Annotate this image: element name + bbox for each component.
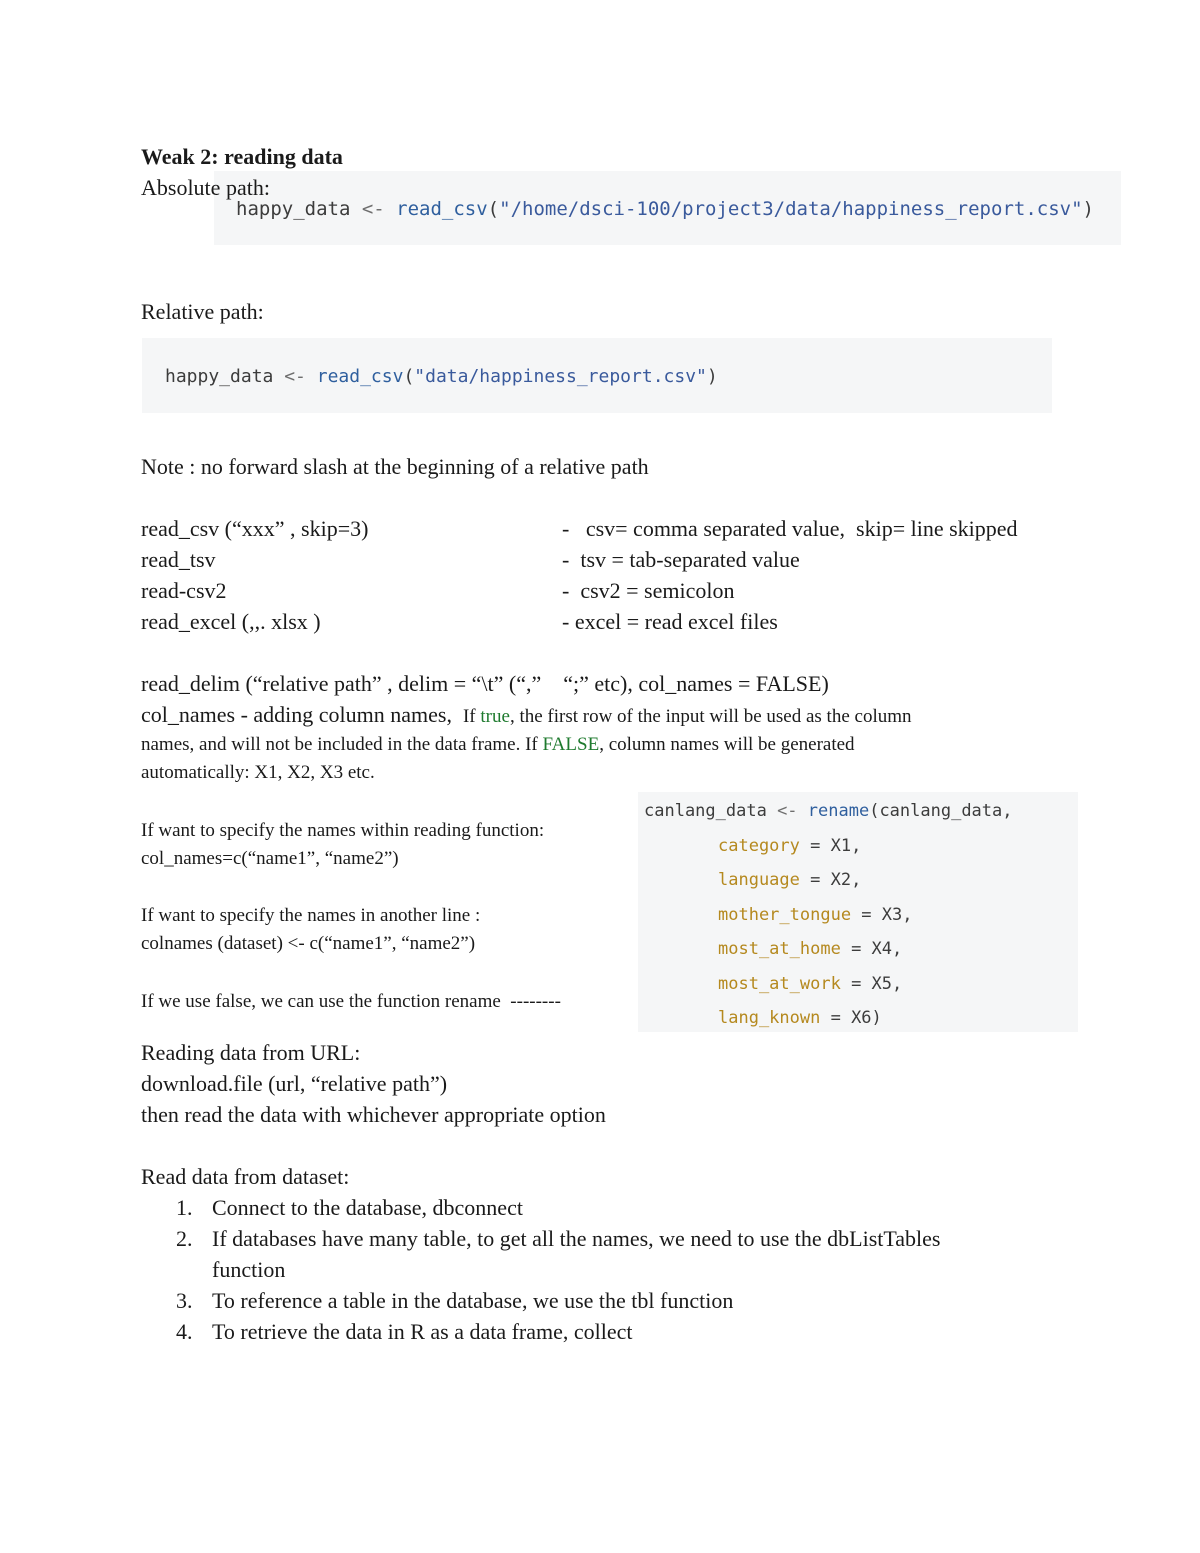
arg-name: most_at_home (718, 939, 841, 959)
rename-arg-line (718, 867, 861, 893)
list-number: 2. (176, 1226, 193, 1251)
arg-value: = X4, (840, 939, 903, 959)
list-number: 4. (176, 1319, 193, 1344)
col-names-explanation-line2 (141, 731, 855, 759)
explanation-text: , the first row of the input will be used as the column (509, 706, 912, 727)
page-title: Weak 2: reading data (141, 144, 343, 169)
code-fn: rename (807, 801, 870, 821)
arg-name: lang_known (718, 1008, 821, 1028)
arg-value: = X2, (799, 870, 862, 890)
arg-name: category (718, 836, 800, 856)
code-paren: ) (1082, 198, 1094, 220)
arg-value: = X6) (820, 1008, 882, 1028)
function-desc: - csv= comma separated value, skip= line skipped (562, 516, 1018, 541)
code-fn: read_csv (316, 366, 404, 387)
code-paren: ( (487, 198, 500, 220)
code-op: <- (273, 366, 317, 387)
relative-path-label: Relative path: (141, 299, 264, 324)
specify-another-code: colnames (dataset) <- c(“name1”, “name2”) (141, 933, 476, 954)
arg-value: = X5, (840, 974, 903, 994)
database-label: Read data from dataset: (141, 1164, 350, 1189)
arg-name: mother_tongue (718, 905, 852, 925)
arg-value: = X3, (851, 905, 913, 925)
function-name: read-csv2 (141, 578, 227, 603)
url-line2: then read the data with whichever appropriate option (141, 1102, 606, 1127)
col-names-explanation-line1 (141, 699, 912, 731)
rename-arg-line (718, 971, 902, 997)
code-args: (canlang_data, (869, 801, 1013, 821)
explanation-text: If (462, 706, 481, 727)
url-label: Reading data from URL: (141, 1040, 361, 1065)
code-var: happy_data (236, 198, 351, 220)
explanation-text: , column names will be generated (599, 734, 855, 755)
col-names-label: col_names - adding column names, (141, 702, 463, 727)
code-paren: ( (403, 366, 415, 387)
col-names-explanation-line3: automatically: X1, X2, X3 etc. (141, 762, 375, 783)
true-keyword: true (480, 706, 510, 727)
function-desc: - tsv = tab-separated value (562, 547, 800, 572)
absolute-path-label: Absolute path: (141, 175, 270, 200)
rename-arg-line (718, 936, 902, 962)
explanation-text: names, and will not be included in the data frame. If (141, 734, 543, 755)
specify-within-code: col_names=c(“name1”, “name2”) (141, 848, 399, 869)
arg-name: most_at_work (718, 974, 841, 994)
false-keyword: FALSE (542, 734, 600, 755)
code-fn: read_csv (396, 198, 488, 220)
code-op: <- (766, 801, 808, 821)
list-item: Connect to the database, dbconnect (212, 1195, 523, 1220)
list-item: function (212, 1257, 286, 1282)
list-item: To reference a table in the database, we use the tbl function (212, 1288, 734, 1313)
function-name: read_excel (,,. xlsx ) (141, 609, 321, 634)
rename-note: If we use false, we can use the function rename -------- (141, 991, 561, 1012)
read-delim-line: read_delim (“relative path” , delim = “\t” (“,” “;” etc), col_names = FALSE) (141, 671, 829, 696)
function-desc: - csv2 = semicolon (562, 578, 735, 603)
list-number: 1. (176, 1195, 193, 1220)
rename-arg-line (718, 1005, 882, 1031)
rename-arg-line (718, 902, 912, 928)
rename-arg-line (718, 833, 861, 859)
code-string: "data/happiness_report.csv" (414, 366, 707, 387)
code-string: "/home/dsci-100/project3/data/happiness_report.csv" (499, 198, 1083, 220)
code-paren: ) (706, 366, 718, 387)
rename-code-line1 (644, 798, 1013, 824)
list-number: 3. (176, 1288, 193, 1313)
url-line1: download.file (url, “relative path”) (141, 1071, 448, 1096)
specify-within-label: If want to specify the names within reading function: (141, 820, 545, 841)
arg-value: = X1, (799, 836, 862, 856)
list-item: To retrieve the data in R as a data frame, collect (212, 1319, 633, 1344)
list-item: If databases have many table, to get all the names, we need to use the dbListTables (212, 1226, 941, 1251)
relative-path-code (165, 364, 718, 390)
code-var: happy_data (165, 366, 274, 387)
arg-name: language (718, 870, 800, 890)
function-desc: - excel = read excel files (562, 609, 778, 634)
note-text: Note : no forward slash at the beginning of a relative path (141, 454, 649, 479)
function-name: read_tsv (141, 547, 216, 572)
function-name: read_csv (“xxx” , skip=3) (141, 516, 369, 541)
specify-another-label: If want to specify the names in another line : (141, 905, 481, 926)
code-var: canlang_data (644, 801, 767, 821)
absolute-path-code (236, 196, 1094, 222)
code-op: <- (350, 198, 397, 220)
